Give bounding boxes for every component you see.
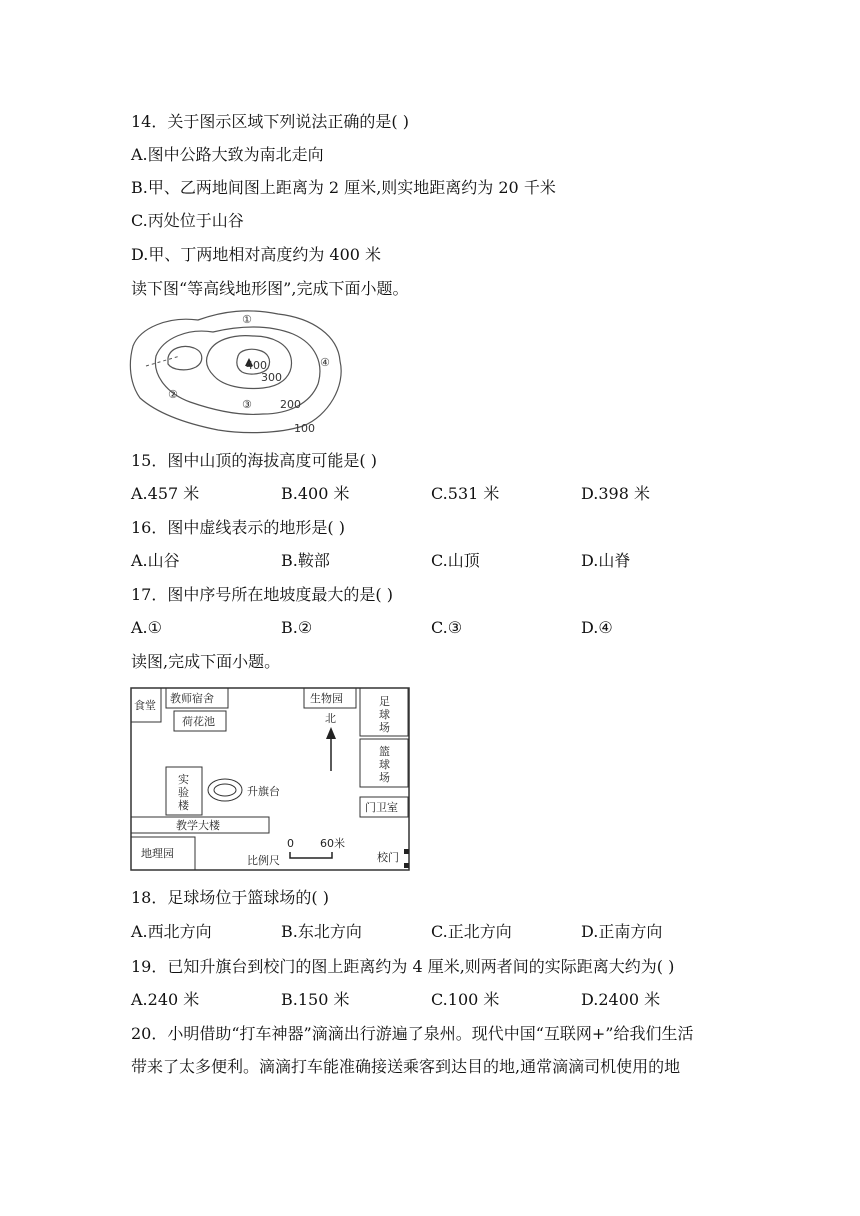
question-16-option-b: B.鞍部 bbox=[281, 551, 330, 570]
scale-zero: 0 bbox=[287, 837, 294, 850]
question-16-option-a: A.山谷 bbox=[131, 551, 180, 570]
geo-garden-label: 地理园 bbox=[141, 847, 174, 860]
question-19-option-a: A.240 米 bbox=[131, 990, 200, 1009]
lab-char-3: 楼 bbox=[178, 799, 189, 812]
question-20-line-2: 带来了太多便利。滴滴打车能准确接送乘客到达目的地,通常滴滴司机使用的地 bbox=[131, 1057, 681, 1076]
football-char-2: 球 bbox=[379, 708, 390, 721]
basketball-char-1: 篮 bbox=[379, 745, 390, 758]
question-19-option-b: B.150 米 bbox=[281, 990, 350, 1009]
question-18-option-d: D.正南方向 bbox=[581, 922, 663, 941]
football-char-3: 场 bbox=[379, 721, 390, 734]
flag-platform-outer bbox=[208, 779, 242, 801]
question-16-option-d: D.山脊 bbox=[581, 551, 631, 570]
teaching-building-label: 教学大楼 bbox=[176, 819, 220, 832]
contour-label-300: 300 bbox=[261, 371, 282, 384]
map-frame bbox=[131, 688, 409, 870]
question-17-option-c: C.③ bbox=[431, 618, 463, 637]
lab-char-2: 验 bbox=[178, 786, 189, 799]
question-15-option-a: A.457 米 bbox=[131, 484, 200, 503]
question-18-option-b: B.东北方向 bbox=[281, 922, 362, 941]
gate-mark-top bbox=[404, 849, 409, 854]
question-16-option-c: C.山顶 bbox=[431, 551, 480, 570]
scale-label: 比例尺 bbox=[247, 854, 280, 867]
canteen-label: 食堂 bbox=[134, 699, 156, 712]
intro-school-map: 读图,完成下面小题。 bbox=[131, 652, 281, 671]
north-label: 北 bbox=[325, 712, 336, 725]
dorm-label: 教师宿舍 bbox=[170, 692, 214, 705]
question-19-stem: 19．已知升旗台到校门的图上距离约为 4 厘米,则两者间的实际距离大约为( ) bbox=[131, 957, 675, 976]
flag-platform-inner bbox=[214, 784, 236, 796]
contour-map bbox=[128, 306, 358, 440]
marker-1: ① bbox=[242, 313, 252, 326]
bio-garden-label: 生物园 bbox=[310, 692, 343, 705]
scale-value: 60米 bbox=[320, 837, 345, 850]
contour-label-100: 100 bbox=[294, 422, 315, 435]
gate-mark-bottom bbox=[404, 863, 409, 868]
north-arrow-icon bbox=[326, 727, 336, 739]
question-19-option-c: C.100 米 bbox=[431, 990, 500, 1009]
school-gate-label: 校门 bbox=[377, 851, 399, 864]
saddle-dashed-line bbox=[146, 356, 180, 366]
question-17-stem: 17．图中序号所在地坡度最大的是( ) bbox=[131, 585, 393, 604]
contour-100 bbox=[130, 311, 341, 433]
question-14-option-d: D.甲、丁两地相对高度约为 400 米 bbox=[131, 245, 382, 264]
intro-contour: 读下图“等高线地形图”,完成下面小题。 bbox=[131, 279, 409, 298]
marker-2: ② bbox=[168, 388, 178, 401]
basketball-char-3: 场 bbox=[379, 771, 390, 784]
question-17-option-b: B.② bbox=[281, 618, 313, 637]
scale-bar bbox=[290, 852, 332, 858]
question-19-option-d: D.2400 米 bbox=[581, 990, 661, 1009]
question-18-option-c: C.正北方向 bbox=[431, 922, 512, 941]
question-15-option-d: D.398 米 bbox=[581, 484, 650, 503]
question-17-option-d: D.④ bbox=[581, 618, 613, 637]
contour-label-200: 200 bbox=[280, 398, 301, 411]
lotus-pond-label: 荷花池 bbox=[182, 715, 215, 728]
question-14-option-a: A.图中公路大致为南北走向 bbox=[131, 145, 324, 164]
contour-label-400: 400 bbox=[246, 359, 267, 372]
guard-room-label: 门卫室 bbox=[365, 801, 398, 814]
football-char-1: 足 bbox=[379, 695, 390, 708]
marker-4: ④ bbox=[320, 356, 330, 369]
question-14-stem: 14．关于图示区域下列说法正确的是( ) bbox=[131, 112, 409, 131]
question-20-line-1: 20．小明借助“打车神器”滴滴出行游遍了泉州。现代中国“互联网+”给我们生活 bbox=[131, 1024, 694, 1043]
question-14-option-b: B.甲、乙两地间图上距离为 2 厘米,则实地距离约为 20 千米 bbox=[131, 178, 556, 197]
contour-small-hill bbox=[168, 346, 202, 369]
question-17-option-a: A.① bbox=[131, 618, 162, 637]
question-18-stem: 18．足球场位于篮球场的( ) bbox=[131, 888, 329, 907]
basketball-char-2: 球 bbox=[379, 758, 390, 771]
question-16-stem: 16．图中虚线表示的地形是( ) bbox=[131, 518, 345, 537]
question-18-option-a: A.西北方向 bbox=[131, 922, 212, 941]
flag-platform-label: 升旗台 bbox=[247, 785, 280, 798]
question-15-option-c: C.531 米 bbox=[431, 484, 500, 503]
question-15-option-b: B.400 米 bbox=[281, 484, 350, 503]
question-15-stem: 15．图中山顶的海拔高度可能是( ) bbox=[131, 451, 377, 470]
lab-char-1: 实 bbox=[178, 773, 189, 786]
question-14-option-c: C.丙处位于山谷 bbox=[131, 211, 244, 230]
marker-3: ③ bbox=[242, 398, 252, 411]
school-map bbox=[130, 687, 412, 873]
